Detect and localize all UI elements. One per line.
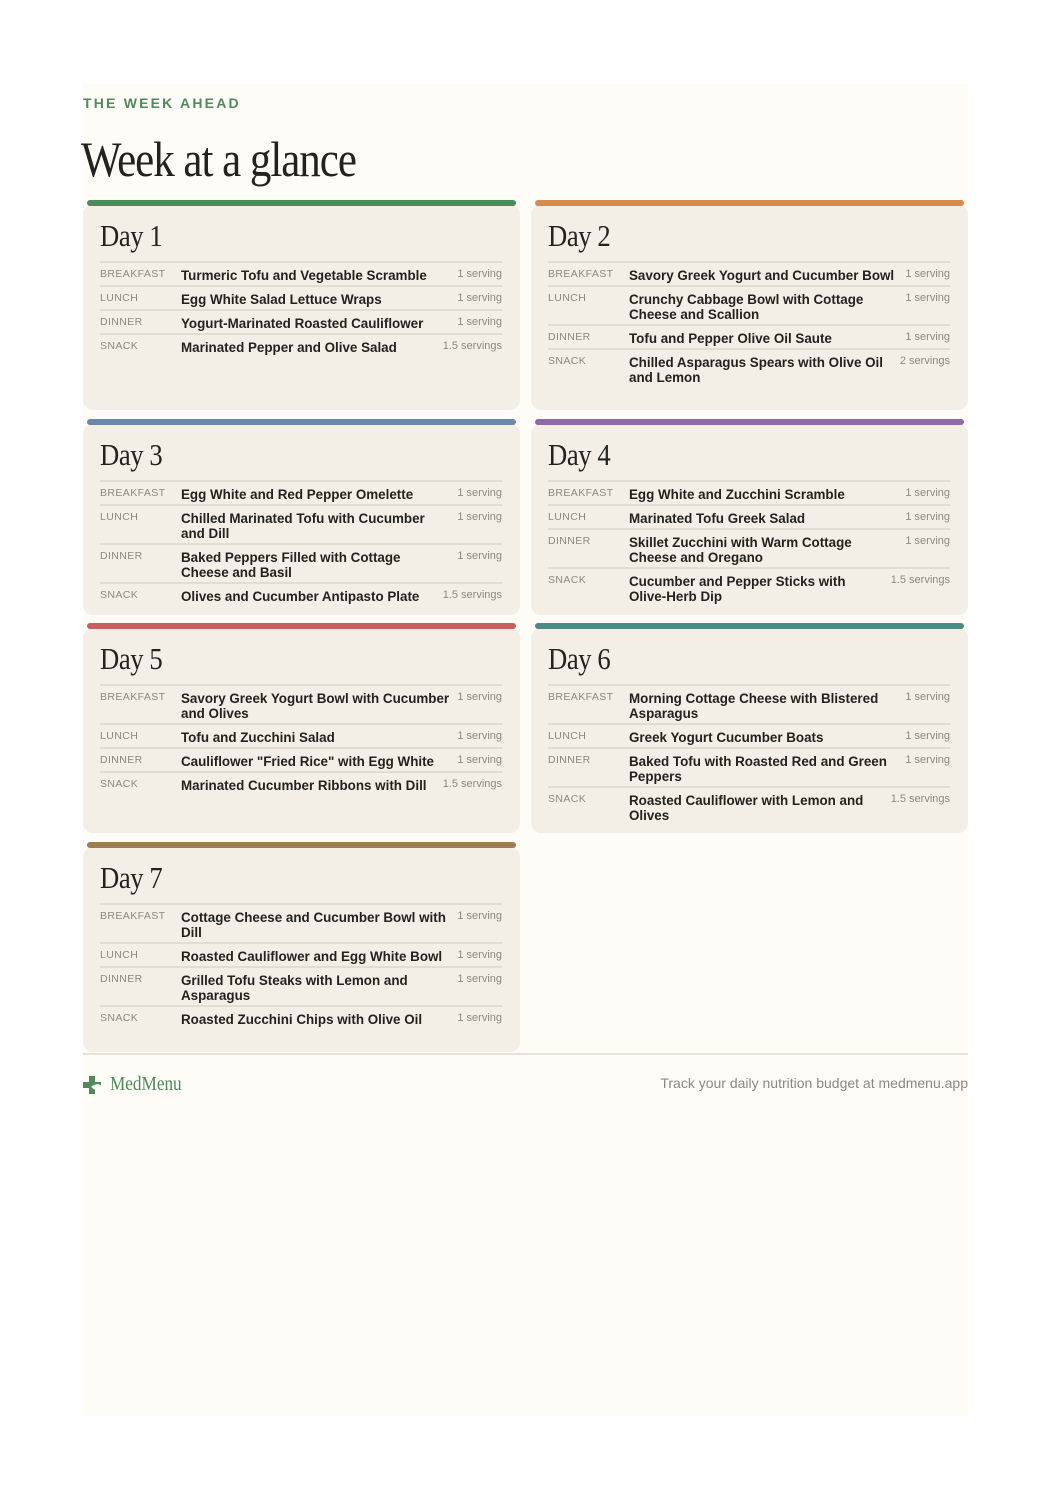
meal-name: Roasted Zucchini Chips with Olive Oil — [181, 1012, 423, 1027]
meal-servings: 1 serving — [457, 730, 502, 742]
meal-servings: 1.5 servings — [890, 793, 950, 805]
meal-name: Yogurt-Marinated Roasted Cauliflower — [181, 316, 424, 331]
meal-type: LUNCH — [100, 292, 139, 304]
meal-list — [548, 480, 950, 606]
day-accent-bar — [87, 842, 516, 848]
meal-row — [100, 545, 502, 584]
meal-servings: 1 serving — [457, 1012, 502, 1024]
meal-servings: 1 serving — [457, 487, 502, 499]
meal-row — [548, 749, 950, 788]
meal-servings: 1 serving — [905, 730, 950, 742]
page-title: Week at a glance — [81, 131, 356, 187]
meal-row — [100, 1007, 502, 1029]
meal-row — [100, 287, 502, 311]
day-title: Day 6 — [548, 641, 611, 676]
day-card-7 — [83, 847, 520, 1052]
meal-name: Egg White and Zucchini Scramble — [629, 487, 845, 502]
meal-name: Egg White and Red Pepper Omelette — [181, 487, 414, 502]
meal-servings: 1.5 servings — [442, 340, 502, 352]
meal-name: Chilled Marinated Tofu with Cucumber and Dill — [181, 511, 425, 541]
meal-name: Marinated Tofu Greek Salad — [629, 511, 806, 526]
meal-row — [100, 905, 502, 944]
day-accent-bar — [535, 623, 964, 629]
meal-row — [548, 788, 950, 825]
meal-servings: 1 serving — [457, 511, 502, 523]
meal-row — [100, 686, 502, 725]
meal-servings: 1 serving — [457, 973, 502, 985]
meal-servings: 1 serving — [457, 268, 502, 280]
meal-name: Baked Peppers Filled with Cottage Cheese and Basil — [181, 550, 401, 580]
meal-name: Greek Yogurt Cucumber Boats — [629, 730, 824, 745]
day-accent-bar — [535, 419, 964, 425]
meal-type: DINNER — [548, 754, 591, 766]
meal-servings: 1 serving — [905, 292, 950, 304]
meal-row — [100, 584, 502, 606]
meal-name: Turmeric Tofu and Vegetable Scramble — [181, 268, 427, 283]
meal-name: Roasted Cauliflower and Egg White Bowl — [181, 949, 443, 964]
day-title: Day 3 — [100, 437, 163, 472]
brand — [83, 1073, 193, 1096]
meal-servings: 1 serving — [905, 691, 950, 703]
meal-row — [100, 725, 502, 749]
meal-type: SNACK — [100, 778, 139, 790]
meal-type: LUNCH — [548, 730, 587, 742]
meal-type: LUNCH — [100, 730, 139, 742]
meal-type: BREAKFAST — [548, 691, 614, 703]
day-accent-bar — [87, 200, 516, 206]
meal-servings: 1.5 servings — [442, 589, 502, 601]
meal-name: Skillet Zucchini with Warm Cottage Cheese and Oregano — [629, 535, 852, 565]
meal-type: DINNER — [100, 316, 143, 328]
day-accent-bar — [87, 623, 516, 629]
meal-row — [100, 311, 502, 335]
meal-list — [100, 480, 502, 606]
day-title: Day 1 — [100, 218, 163, 253]
meal-name: Tofu and Zucchini Salad — [181, 730, 335, 745]
meal-type: LUNCH — [100, 511, 139, 523]
meal-list — [548, 261, 950, 387]
day-accent-bar — [87, 419, 516, 425]
meal-servings: 1 serving — [457, 550, 502, 562]
meal-servings: 1 serving — [457, 949, 502, 961]
meal-row — [100, 749, 502, 773]
day-title: Day 7 — [100, 860, 163, 895]
meal-list — [100, 903, 502, 1029]
meal-servings: 1 serving — [457, 316, 502, 328]
meal-name: Marinated Cucumber Ribbons with Dill — [181, 778, 427, 793]
footer-tagline: Track your daily nutrition budget at medmenu.app — [660, 1075, 968, 1091]
meal-row — [548, 482, 950, 506]
day-title: Day 5 — [100, 641, 163, 676]
meal-type: DINNER — [100, 973, 143, 985]
meal-servings: 1 serving — [905, 511, 950, 523]
meal-row — [548, 686, 950, 725]
meal-type: BREAKFAST — [548, 268, 614, 280]
meal-row — [100, 968, 502, 1007]
meal-type: LUNCH — [548, 511, 587, 523]
meal-row — [100, 263, 502, 287]
meal-servings: 1.5 servings — [890, 574, 950, 586]
meal-servings: 1 serving — [905, 487, 950, 499]
meal-servings: 1 serving — [905, 268, 950, 280]
medical-cross-leaf-icon — [83, 1076, 101, 1094]
meal-name: Morning Cottage Cheese with Blistered Asparagus — [629, 691, 879, 721]
meal-type: SNACK — [100, 589, 139, 601]
meal-servings: 1 serving — [457, 691, 502, 703]
meal-type: DINNER — [548, 331, 591, 343]
meal-servings: 1 serving — [905, 331, 950, 343]
meal-servings: 1.5 servings — [442, 778, 502, 790]
day-card-5 — [83, 628, 520, 833]
meal-type: DINNER — [548, 535, 591, 547]
meal-name: Cucumber and Pepper Sticks with Olive-Herb Dip — [629, 574, 846, 604]
meal-name: Chilled Asparagus Spears with Olive Oil and Lemon — [629, 355, 883, 385]
meal-name: Savory Greek Yogurt and Cucumber Bowl — [629, 268, 895, 283]
meal-name: Roasted Cauliflower with Lemon and Olives — [629, 793, 864, 823]
day-card-4 — [531, 424, 968, 615]
meal-type: LUNCH — [548, 292, 587, 304]
meal-type: SNACK — [548, 355, 587, 367]
meal-servings: 1 serving — [905, 535, 950, 547]
meal-servings: 1 serving — [457, 910, 502, 922]
meal-type: BREAKFAST — [100, 487, 166, 499]
meal-type: SNACK — [548, 793, 587, 805]
meal-name: Tofu and Pepper Olive Oil Saute — [629, 331, 832, 346]
meal-name: Grilled Tofu Steaks with Lemon and Asparagus — [181, 973, 408, 1003]
meal-row — [548, 326, 950, 350]
meal-plan-page — [83, 84, 968, 1416]
meal-list — [100, 261, 502, 357]
meal-row — [100, 482, 502, 506]
meal-type: BREAKFAST — [100, 268, 166, 280]
meal-servings: 1 serving — [905, 754, 950, 766]
meal-list — [100, 684, 502, 795]
day-title: Day 2 — [548, 218, 611, 253]
meal-name: Cottage Cheese and Cucumber Bowl with Dill — [181, 910, 446, 940]
meal-name: Marinated Pepper and Olive Salad — [181, 340, 397, 355]
meal-name: Baked Tofu with Roasted Red and Green Peppers — [629, 754, 887, 784]
meal-row — [100, 506, 502, 545]
meal-type: BREAKFAST — [100, 910, 166, 922]
meal-type: SNACK — [100, 340, 139, 352]
day-card-1 — [83, 205, 520, 410]
day-accent-bar — [535, 200, 964, 206]
meal-name: Crunchy Cabbage Bowl with Cottage Cheese and Scallion — [629, 292, 864, 322]
day-card-2 — [531, 205, 968, 410]
day-card-6 — [531, 628, 968, 833]
meal-name: Cauliflower "Fried Rice" with Egg White — [181, 754, 435, 769]
meal-row — [548, 530, 950, 569]
meal-row — [100, 944, 502, 968]
brand-name: MedMenu — [110, 1073, 182, 1095]
meal-servings: 2 servings — [899, 355, 950, 367]
meal-row — [100, 773, 502, 795]
meal-name: Egg White Salad Lettuce Wraps — [181, 292, 382, 307]
meal-type: SNACK — [548, 574, 587, 586]
meal-row — [548, 569, 950, 606]
page-footer — [83, 1053, 968, 1099]
day-title: Day 4 — [548, 437, 611, 472]
meal-row — [548, 263, 950, 287]
meal-name: Savory Greek Yogurt Bowl with Cucumber and Olives — [181, 691, 450, 721]
meal-type: DINNER — [100, 754, 143, 766]
meal-type: LUNCH — [100, 949, 139, 961]
meal-row — [548, 287, 950, 326]
day-card-3 — [83, 424, 520, 615]
meal-row — [548, 725, 950, 749]
meal-type: BREAKFAST — [548, 487, 614, 499]
meal-type: BREAKFAST — [100, 691, 166, 703]
meal-servings: 1 serving — [457, 754, 502, 766]
meal-servings: 1 serving — [457, 292, 502, 304]
eyebrow-label: THE WEEK AHEAD — [83, 95, 241, 111]
meal-row — [548, 350, 950, 387]
meal-row — [548, 506, 950, 530]
meal-name: Olives and Cucumber Antipasto Plate — [181, 589, 420, 604]
meal-type: DINNER — [100, 550, 143, 562]
meal-type: SNACK — [100, 1012, 139, 1024]
meal-row — [100, 335, 502, 357]
meal-list — [548, 684, 950, 825]
